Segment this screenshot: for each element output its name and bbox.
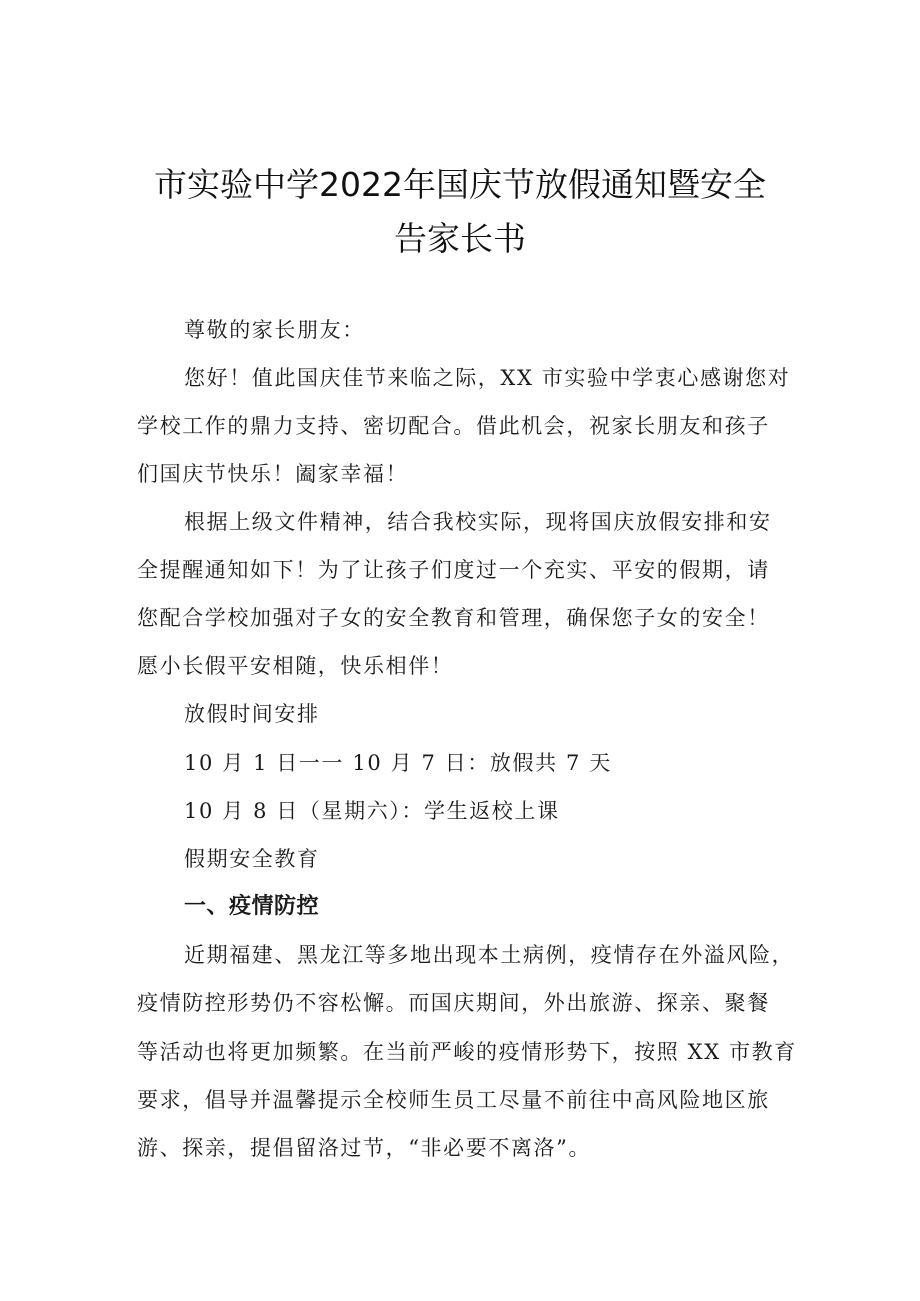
paragraph-line: 要求，倡导并温馨提示全校师生员工尽量不前往中高风险地区旅 <box>137 1088 770 1112</box>
paragraph-line: 您好！值此国庆佳节来临之际，XX 市实验中学衷心感谢您对 <box>184 366 791 390</box>
paragraph-line: 疫情防控形势仍不容松懈。而国庆期间，外出旅游、探亲、聚餐 <box>137 991 770 1015</box>
section-heading: 一、疫情防控 <box>184 894 320 919</box>
salutation: 尊敬的家长朋友： <box>184 318 365 342</box>
paragraph-line: 们国庆节快乐！阖家幸福！ <box>137 462 409 486</box>
paragraph-line: 您配合学校加强对子女的安全教育和管理，确保您子女的安全！ <box>137 606 770 630</box>
safety-heading: 假期安全教育 <box>184 847 320 871</box>
paragraph-line: 全提醒通知如下！为了让孩子们度过一个充实、平安的假期，请 <box>137 558 770 582</box>
paragraph-line: 愿小长假平安相随，快乐相伴！ <box>137 654 454 678</box>
paragraph-line: 近期福建、黑龙江等多地出现本土病例，疫情存在外溢风险， <box>184 943 795 967</box>
schedule-line: 10 月 1 日一一 10 月 7 日：放假共 7 天 <box>184 751 612 775</box>
paragraph-line: 等活动也将更加频繁。在当前严峻的疫情形势下，按照 XX 市教育 <box>137 1040 797 1064</box>
paragraph-line: 根据上级文件精神，结合我校实际，现将国庆放假安排和安 <box>184 510 772 534</box>
schedule-heading: 放假时间安排 <box>184 702 320 726</box>
schedule-line: 10 月 8 日（星期六）：学生返校上课 <box>184 799 560 823</box>
document-title-line-2: 告家长书 <box>394 219 526 258</box>
paragraph-line: 学校工作的鼎力支持、密切配合。借此机会，祝家长朋友和孩子 <box>137 414 770 438</box>
paragraph-line: 游、探亲，提倡留洛过节，“非必要不离洛”。 <box>137 1136 592 1160</box>
document-title-line-1: 市实验中学2022年国庆节放假通知暨安全 <box>154 165 766 204</box>
